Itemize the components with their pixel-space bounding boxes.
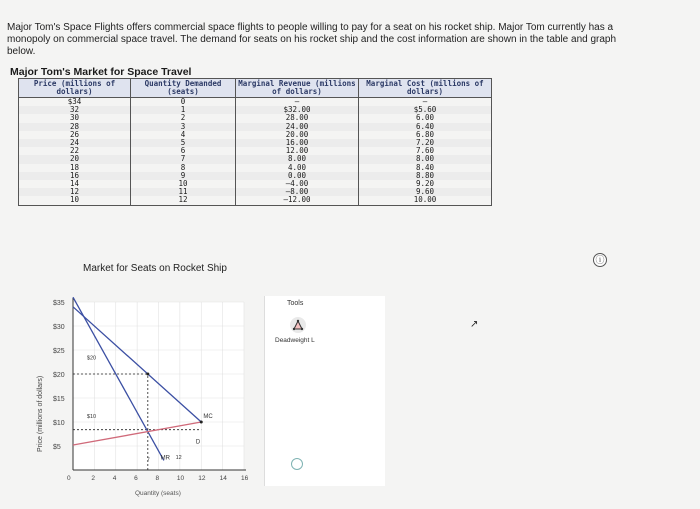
table-cell: 9.20: [359, 180, 492, 188]
header-marginal-cost: Marginal Cost (millions of dollars): [359, 79, 492, 98]
table-cell: $5.60: [359, 106, 492, 114]
table-cell: 4: [131, 131, 236, 139]
chart-annotation: 12: [175, 454, 182, 461]
table-cell: 6.40: [359, 123, 492, 131]
table-cell: 8.40: [359, 164, 492, 172]
x-tick-label: 4: [112, 475, 117, 482]
x-tick-label: 8: [155, 475, 160, 482]
tools-panel: [264, 296, 385, 486]
table-cell: 28: [19, 123, 131, 131]
table-cell: 7: [131, 155, 236, 163]
table-cell: 12: [19, 188, 131, 196]
y-axis-label: Price (millions of dollars): [37, 375, 44, 452]
table-cell: 6: [131, 147, 236, 155]
table-cell: 24: [19, 139, 131, 147]
table-cell: 3: [131, 123, 236, 131]
x-tick-label: 2: [91, 475, 95, 482]
x-tick-label: 12: [198, 475, 206, 482]
chart-annotation: 7: [146, 457, 150, 464]
table-cell: 9: [131, 172, 236, 180]
chart-annotation: $20: [86, 355, 97, 362]
tools-title: Tools: [287, 300, 304, 307]
series-label-d: D: [195, 439, 201, 446]
x-tick-label: 14: [219, 475, 227, 482]
table-cell: 0.00: [236, 172, 359, 180]
table-cell: 11: [131, 188, 236, 196]
series-label-mc: MC: [203, 414, 213, 421]
info-icon[interactable]: ⓘ: [593, 253, 607, 267]
chart-annotation: $10: [86, 414, 97, 421]
table-cell: 16.00: [236, 139, 359, 147]
table-title: Major Tom's Market for Space Travel: [10, 66, 192, 78]
x-tick-label: 0: [67, 475, 71, 482]
table-cell: 10.00: [359, 196, 492, 205]
table-cell: 20.00: [236, 131, 359, 139]
x-tick-label: 16: [241, 475, 249, 482]
deadweight-tool-button[interactable]: [290, 317, 306, 333]
graph-title: Market for Seats on Rocket Ship: [83, 263, 227, 274]
table-cell: 0: [131, 98, 236, 107]
table-cell: 20: [19, 155, 131, 163]
table-cell: 22: [19, 147, 131, 155]
table-cell: 26: [19, 131, 131, 139]
y-tick-label: $30: [53, 324, 65, 331]
market-table: [18, 78, 492, 206]
table-cell: 16: [19, 172, 131, 180]
table-cell: $32.00: [236, 106, 359, 114]
table-cell: 12: [131, 196, 236, 205]
y-tick-label: $25: [53, 348, 65, 355]
table-cell: 8.00: [236, 155, 359, 163]
x-axis-label: Quantity (seats): [134, 490, 181, 497]
table-cell: 18: [19, 164, 131, 172]
intro-text: Major Tom's Space Flights offers commercial space flights to people willing to pay for a seat on his rocket ship. Major Tom currently has a monopoly on commercial space travel. The demand for seats on his rocket ship and the cost information are shown in the table and graph below.: [7, 22, 617, 57]
y-tick-label: $20: [53, 372, 65, 379]
table-cell: –4.00: [236, 180, 359, 188]
table-cell: –: [236, 98, 359, 107]
table-cell: 12.00: [236, 147, 359, 155]
cursor-arrow-icon: ↗: [470, 319, 479, 330]
deadweight-tool-label: Deadweight L: [275, 337, 315, 344]
deadweight-triangle-icon: [290, 317, 306, 333]
point-monopoly-price: [146, 373, 149, 376]
table-cell: 9.60: [359, 188, 492, 196]
table-body: [19, 98, 492, 206]
table-cell: –8.00: [236, 188, 359, 196]
header-marginal-revenue: Marginal Revenue (millions of dollars): [236, 79, 359, 98]
y-tick-label: $15: [53, 396, 65, 403]
table-cell: 10: [19, 196, 131, 205]
table-cell: 6.80: [359, 131, 492, 139]
table-cell: 24.00: [236, 123, 359, 131]
y-tick-label: $35: [53, 300, 65, 307]
table-cell: 10: [131, 180, 236, 188]
table-cell: 2: [131, 114, 236, 122]
table-cell: $34: [19, 98, 131, 107]
x-tick-label: 6: [134, 475, 138, 482]
table-cell: –12.00: [236, 196, 359, 205]
y-tick-label: $10: [53, 420, 65, 427]
table-row: [19, 196, 492, 205]
point-competitive: [200, 421, 203, 424]
series-label-mr: MR: [160, 455, 170, 462]
table-cell: 8.00: [359, 155, 492, 163]
table-cell: 28.00: [236, 114, 359, 122]
table-cell: 14: [19, 180, 131, 188]
table-cell: 32: [19, 106, 131, 114]
circle-tool-icon[interactable]: [291, 458, 303, 470]
table-cell: 8.80: [359, 172, 492, 180]
y-tick-label: $5: [53, 444, 61, 451]
market-chart[interactable]: [0, 280, 264, 505]
table-cell: 4.00: [236, 164, 359, 172]
table-cell: 7.20: [359, 139, 492, 147]
table-cell: 1: [131, 106, 236, 114]
table-cell: 8: [131, 164, 236, 172]
header-quantity: Quantity Demanded (seats): [131, 79, 236, 98]
table-cell: 7.60: [359, 147, 492, 155]
table-cell: –: [359, 98, 492, 107]
header-price: Price (millions of dollars): [19, 79, 131, 98]
table-cell: 30: [19, 114, 131, 122]
x-tick-label: 10: [176, 475, 185, 482]
table-cell: 6.00: [359, 114, 492, 122]
table-cell: 5: [131, 139, 236, 147]
